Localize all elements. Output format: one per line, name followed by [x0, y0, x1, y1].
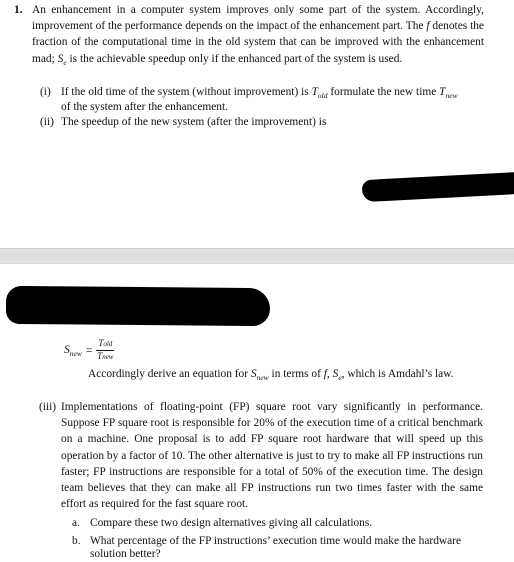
redaction-mark-top	[362, 172, 514, 202]
sub-a-marker: a.	[72, 517, 80, 529]
page-break-band	[0, 248, 514, 264]
intro-text-3: is the achievable speedup only if the enhanced part of the system is used.	[66, 52, 403, 65]
var-f: f	[426, 20, 430, 33]
formula-numerator-sub: old	[103, 340, 113, 348]
var-t-old-sub: old	[317, 91, 328, 100]
derive-s-e: S	[332, 368, 339, 380]
sub-a-text: Compare these two design alternatives giving all calculations.	[90, 517, 373, 529]
derive-comma: ,	[326, 368, 333, 380]
item-iii-marker: (iii)	[39, 401, 57, 413]
var-t-new-sub: new	[445, 91, 458, 100]
formula-lhs: S	[64, 343, 70, 356]
formula-denominator: T	[97, 351, 103, 361]
item-iii-text: Implementations of floating-point (FP) square root vary significantly in performance. Suppose FP square root is responsible for 20% of the execution time of a critical benchmark on a machine. One proposal is to add FP square root hardware that will speed up this operation by a factor of 10. The other alternative is just to try to make all FP instructions run faster; FP instructions are responsible for a total of 50% of the execution time. The design team believes that they can make all FP instructions run two times faster with the same effort as required for the fast square root.	[61, 401, 483, 511]
var-t-old: T	[311, 86, 318, 98]
sub-b-marker: b.	[72, 535, 81, 547]
item-i-text-1: If the old time of the system (without improvement) is	[61, 86, 312, 98]
derive-text-2: in terms of	[268, 368, 324, 380]
var-t-new: T	[439, 86, 446, 98]
item-ii-marker: (ii)	[40, 116, 54, 128]
question-number: 1.	[14, 4, 23, 16]
item-i-marker: (i)	[40, 86, 51, 98]
intro-paragraph	[32, 2, 484, 71]
intro-text-1: An enhancement in a computer system improves only some part of the system. Accordingly, improvement of the performance depends on the impact of the enhancement part. The	[32, 4, 484, 33]
derive-line	[88, 366, 454, 386]
formula-denominator-sub: new	[102, 353, 114, 361]
sub-b-line2: solution better?	[90, 548, 161, 560]
redaction-mark-left	[6, 286, 270, 326]
derive-f: f	[323, 368, 327, 380]
derive-s-e-sub: e	[338, 373, 342, 382]
item-i-text-2: formulate the new time	[327, 86, 440, 98]
var-s-sub: e	[63, 57, 67, 67]
formula-equals: =	[85, 344, 93, 357]
speedup-formula	[64, 338, 114, 363]
intro-text-2: denotes the fraction of the computational time in the old system that can be improved with the enhancement mad;	[32, 20, 484, 65]
derive-s-new-sub: new	[256, 373, 269, 382]
formula-numerator: T	[98, 338, 104, 348]
derive-text-3: , which is Amdahl’s law.	[341, 368, 454, 380]
item-i-line2: of the system after the enhancement.	[61, 101, 228, 113]
formula-lhs-sub: new	[69, 348, 82, 358]
derive-s-new: S	[250, 368, 257, 380]
derive-text-1: Accordingly derive an equation for	[88, 368, 251, 380]
item-ii-text: The speedup of the new system (after the improvement) is	[61, 116, 327, 128]
formula-fraction	[96, 338, 114, 363]
var-s: S	[57, 52, 64, 65]
sub-b-line1: What percentage of the FP instructions’ execution time would make the hardware	[90, 535, 462, 547]
